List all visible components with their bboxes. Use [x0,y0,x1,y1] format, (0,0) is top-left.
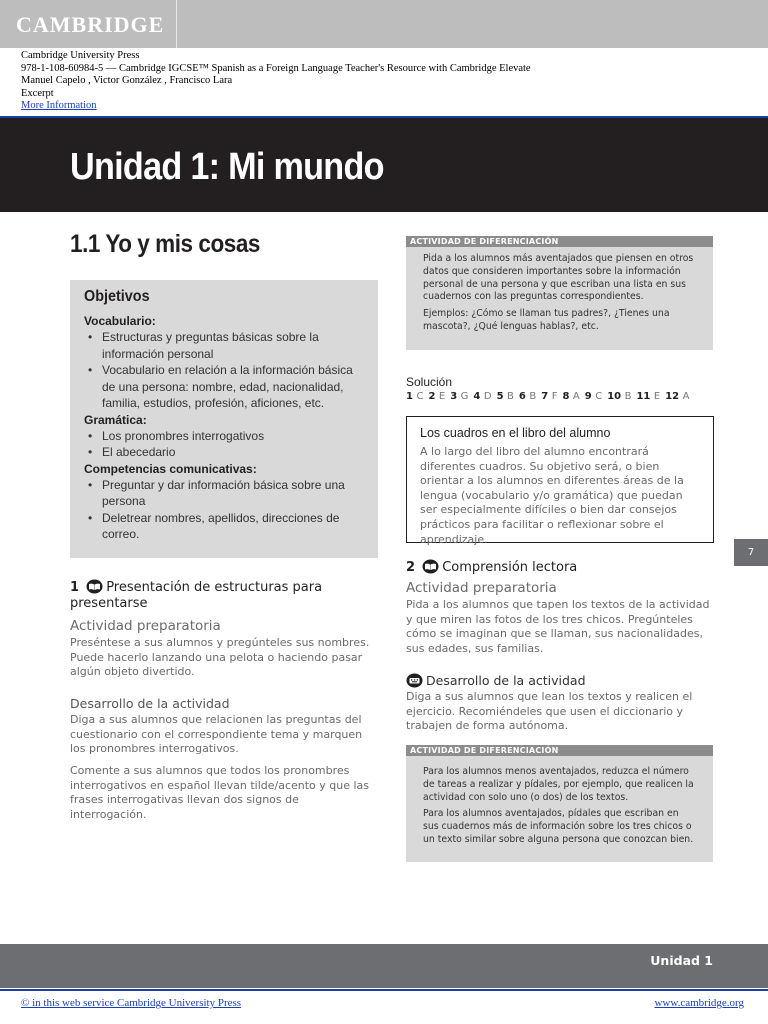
solution-number: 1 [406,391,417,402]
activity-number: 2 [406,560,416,575]
solution-answers [406,391,694,402]
differentiation-box [406,745,713,862]
prep-heading: Actividad preparatoria [406,580,557,596]
solution-letter: G [460,391,469,402]
brand-divider [176,0,177,48]
dev-text-note: Comente a sus alumnos que todos los pronombres interrogativos en español llevan tilde/acento y que las frases interrogativas llevan dos signos de interrogación. [70,764,370,822]
solution-letter: D [483,391,492,402]
activity-number: 1 [70,580,80,595]
page-number-tab: 7 [734,539,768,566]
footer-divider [0,989,768,991]
objetivos-title: Objetivos [84,288,150,305]
differentiation-label: ACTIVIDAD DE DIFERENCIACIÓN [406,236,713,247]
activity-2-heading [406,559,706,576]
dev-text: Diga a sus alumnos que relacionen las preguntas del cuestionario con el correspondiente tema y marquen los pronombres interrogativos. [70,713,363,756]
solution-number: 6 [518,391,530,402]
frame-title: Los cuadros en el libro del alumno [420,426,611,440]
dev-heading: Desarrollo de la actividad [70,696,230,711]
list-item: • Los pronombres interrogativos [84,428,364,445]
frame-text: A lo largo del libro del alumno encontrará diferentes cuadros. Su objetivo será, o bien orientar a los alumnos en diferentes áreas de la lengua (vocabulario y/o gramática) que puedan ser especialmente difíciles o bien dar consejos prácticos para facilitar o reflexionar sobre el aprendizaje. [420,445,684,546]
solution-label: Solución [406,375,453,389]
chapter-title: Unidad 1: Mi mundo [70,146,384,188]
open-book-icon [86,579,103,594]
differentiation-text [406,247,713,334]
student-book-boxes-frame [406,416,714,546]
solution-letter: F [551,391,558,402]
differentiation-box [406,236,713,350]
solution-number: 8 [562,391,573,402]
solution-letter: B [529,391,537,402]
section-title: 1.1 Yo y mis cosas [70,230,260,258]
differentiation-paragraph: Ejemplos: ¿Cómo se llaman tus padres?, ¿Tienes una mascota?, ¿Qué lenguas hablas?, etc. [423,308,670,332]
solution-letter: B [624,391,632,402]
solution-number: 3 [450,391,461,402]
solution-letter: A [682,391,690,402]
solution-number: 12 [665,391,683,402]
dev-heading: Desarrollo de la actividad [426,673,586,688]
objetivos-box [70,280,378,558]
keyboard-icon [406,673,423,688]
list-item: • Vocabulario en relación a la información básica de una persona: nombre, edad, nacionalidad, familia, estudios, profesión, aficiones, etc. [84,362,364,412]
activity-title: Comprensión lectora [442,560,578,575]
prep-heading: Actividad preparatoria [70,618,221,634]
solution-letter: B [507,391,514,402]
citation-block [21,50,531,113]
differentiation-text [406,756,713,847]
solution-number: 11 [636,391,654,402]
objetivos-list [84,477,364,543]
solution-number: 4 [473,391,484,402]
objetivos-heading: Competencias comunicativas: [84,461,257,476]
differentiation-paragraph: Pida a los alumnos más aventajados que piensen en otros datos que consideren importantes sobre la información personal de una persona y que escriban una lista en sus cuadernos con las preguntas correspondientes. [423,253,694,303]
prep-text: Pida a los alumnos que tapen los textos de la actividad y que miren las fotos de los tres chicos. Pregúnteles cómo se imaginan que se llaman, sus nacionalidades, sus edades, sus familias. [406,598,710,656]
dev-text: Diga a sus alumnos que lean los textos y realicen el ejercicio. Recomiéndeles que usen el diccionario y trabajen de forma autónoma. [406,690,693,733]
solution-number: 5 [496,391,508,402]
dev-heading-row [406,673,586,688]
differentiation-label: ACTIVIDAD DE DIFERENCIACIÓN [406,745,713,756]
solution-number: 9 [584,391,596,402]
differentiation-paragraph: Para los alumnos menos aventajados, reduzca el número de tareas a realizar y pídales, por ejemplo, que realicen la actividad con solo uno (o dos) de los textos. [423,766,694,803]
publisher: Cambridge University Press [21,50,140,61]
isbn-title: 978-1-108-60984-5 — Cambridge IGCSE™ Spanish as a Foreign Language Teacher's Resource with Cambridge Elevate [21,62,531,74]
more-information-link[interactable]: More Information [21,100,97,112]
footer-unit-label: Unidad 1 [650,953,713,968]
solution-letter: C [416,391,424,402]
solution-number: 10 [607,391,625,402]
list-item: • Preguntar y dar información básica sobre una persona [84,477,364,510]
list-item: • Estructuras y preguntas básicas sobre la información personal [84,329,364,362]
objetivos-heading: Vocabulario: [84,314,156,328]
cambridge-website-link[interactable]: www.cambridge.org [654,997,744,1009]
solution-number: 2 [428,391,439,402]
solution-letter: E [438,391,446,402]
activity-1-heading [70,579,370,612]
list-item: • El abecedario [84,444,364,461]
open-book-icon [422,559,439,574]
authors: Manuel Capelo , Victor González , Francisco Lara [21,75,233,87]
cambridge-logo: CAMBRIDGE [16,12,165,37]
solution-number: 7 [541,391,552,402]
solution-letter: C [595,391,603,402]
activity-title: Presentación de estructuras para presentarse [70,580,323,611]
excerpt-label: Excerpt [21,87,54,99]
objetivos-heading: Gramática: [84,412,147,427]
prep-text: Preséntese a sus alumnos y pregúnteles sus nombres. Puede hacerlo lanzando una pelota o haciendo pasar algún objeto divertido. [70,636,370,679]
solution-letter: A [572,391,580,402]
objetivos-list [84,329,364,412]
solution-letter: E [653,391,661,402]
copyright-link[interactable]: © in this web service Cambridge University Press [21,997,242,1009]
list-item: • Deletrear nombres, apellidos, direcciones de correo. [84,510,364,543]
objetivos-list [84,428,364,461]
differentiation-paragraph: Para los alumnos aventajados, pídales que escriban en sus cuadernos más de información sobre los tres chicos o un texto similar sobre alguna persona que conozcan bien. [423,808,694,845]
